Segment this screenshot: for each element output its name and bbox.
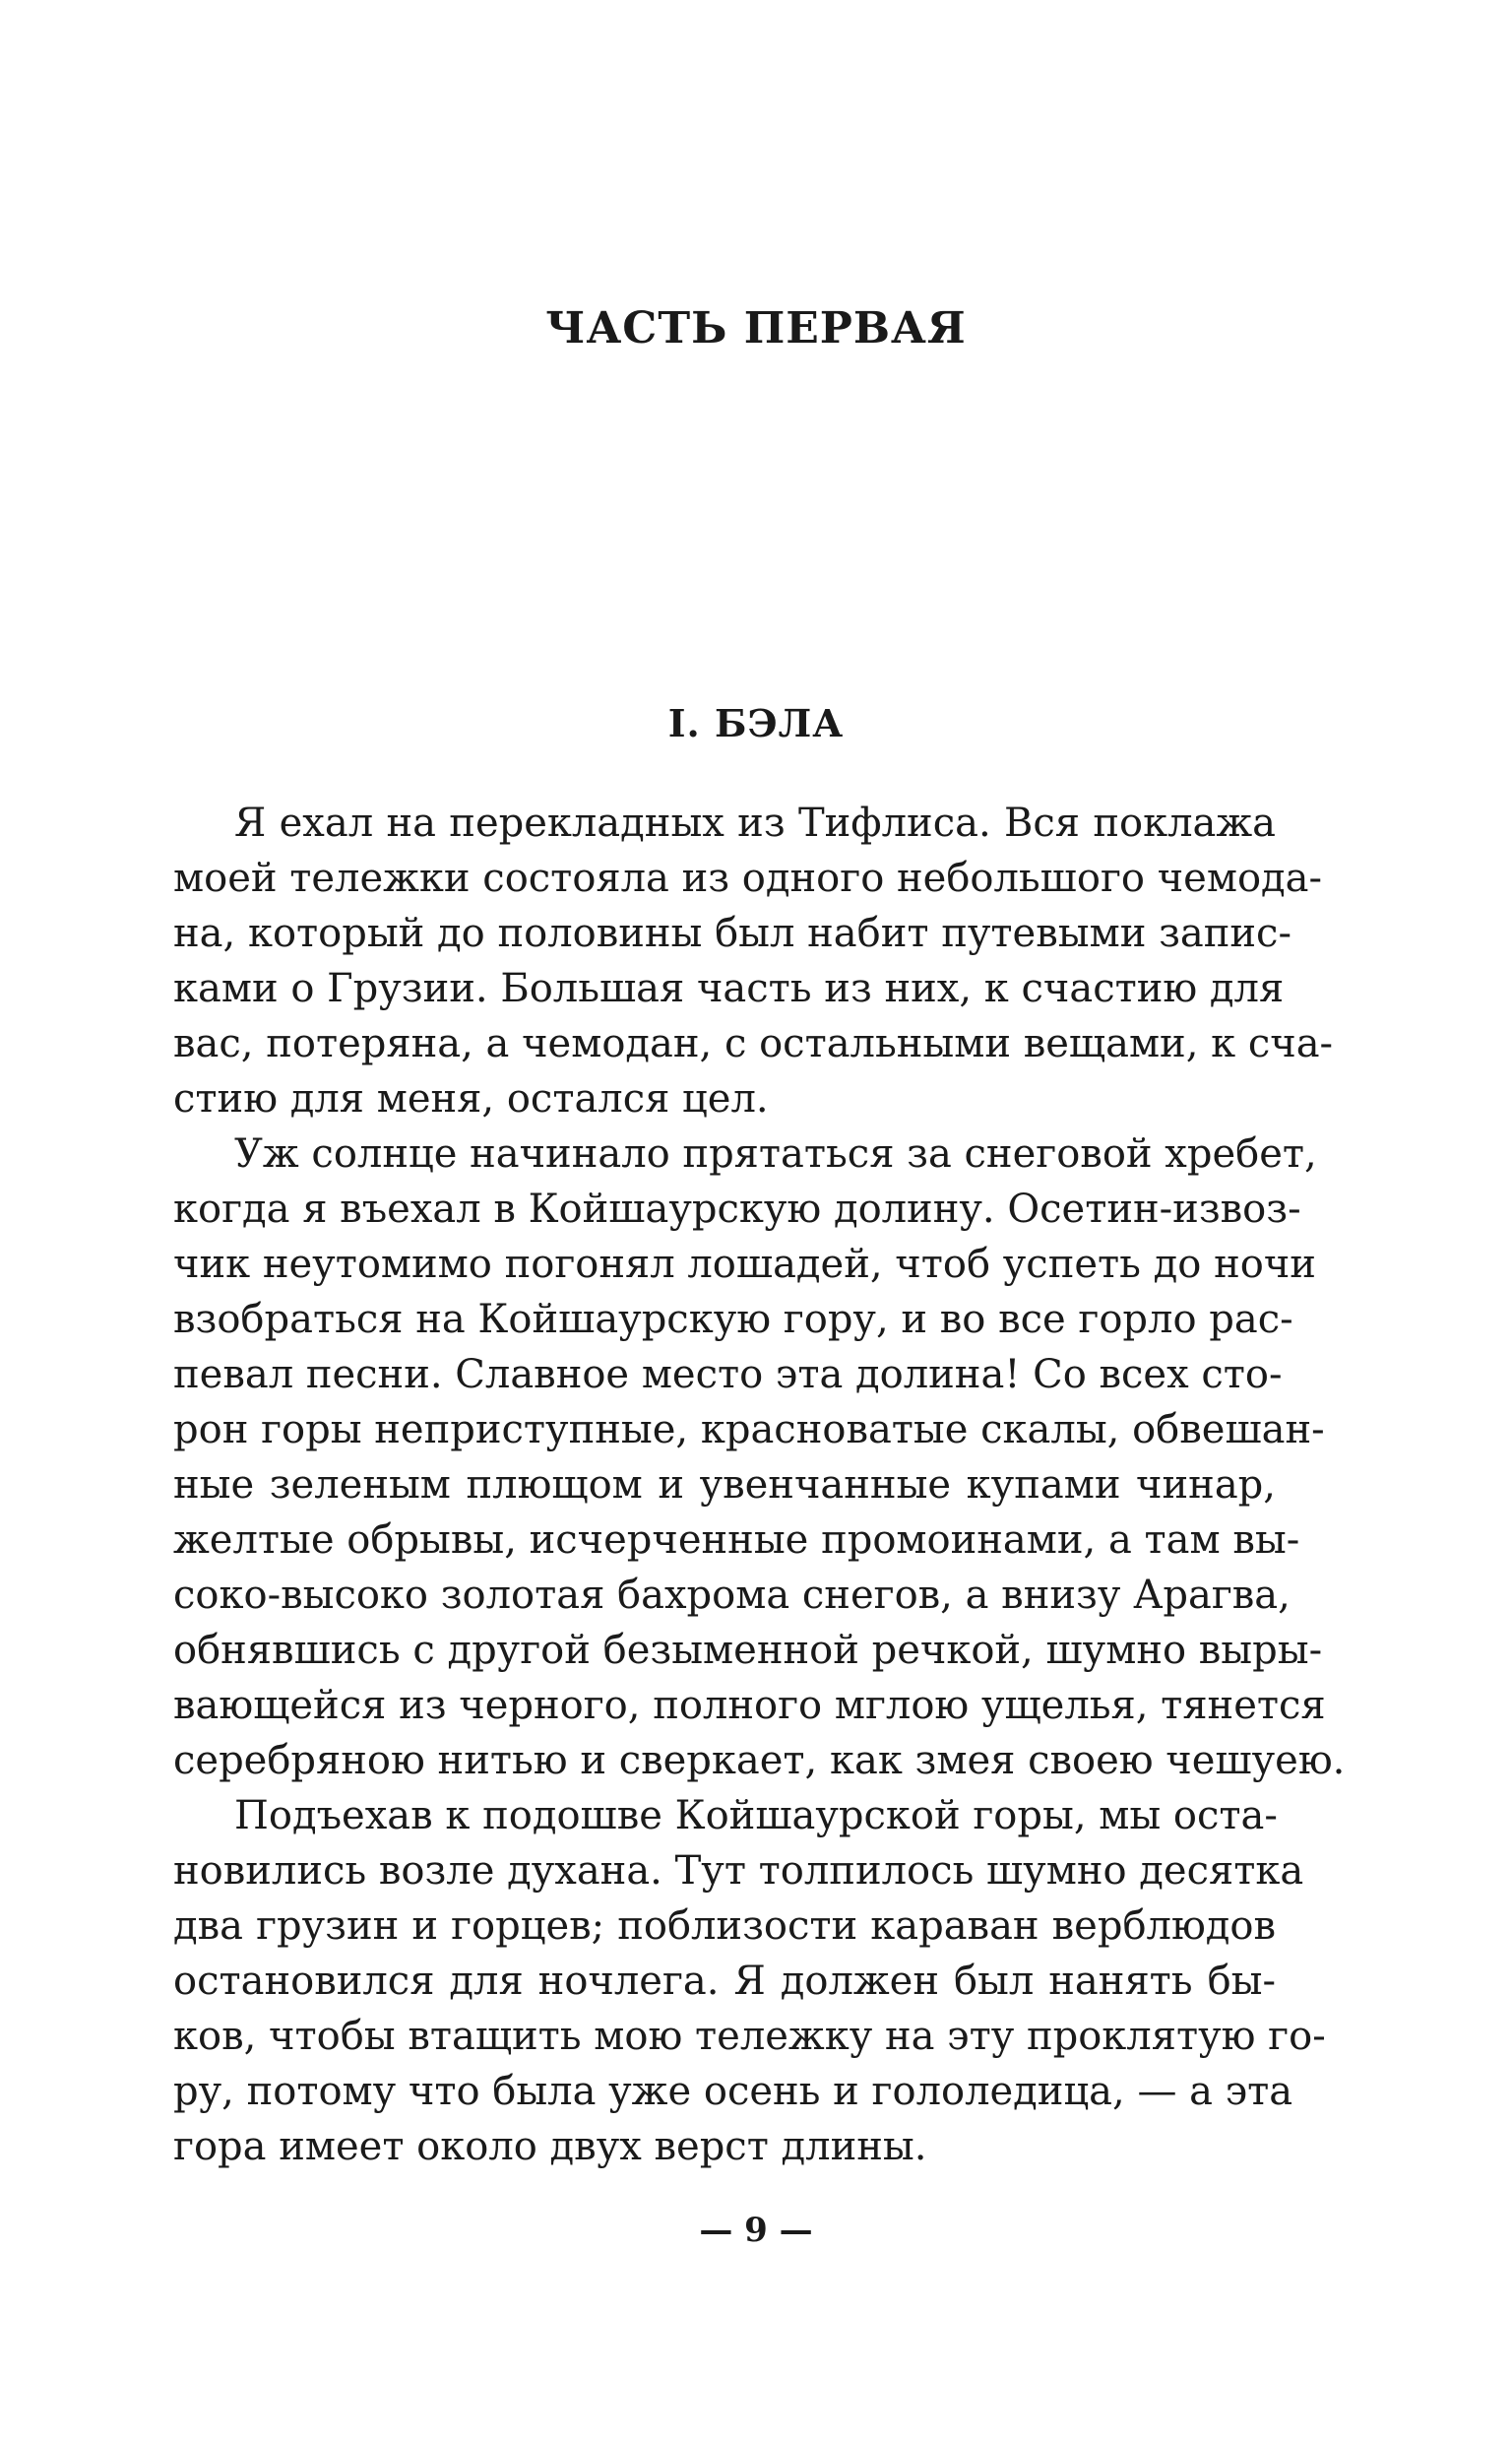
text-line: ные зеленым плющом и увенчанные купами чинар, <box>173 1462 1276 1508</box>
chapter-title: I. БЭЛА <box>667 701 845 745</box>
text-line: два грузин и горцев; поблизости караван верблюдов <box>173 1903 1276 1949</box>
text-line: Уж солнце начинало прятаться за снеговой хребет, <box>234 1131 1317 1177</box>
text-line: вающейся из черного, полного мглою ущелья, тянется <box>173 1683 1326 1728</box>
paragraph-1 <box>173 796 1334 1126</box>
text-line: взобраться на Койшаурскую гору, и во все горло рас- <box>173 1297 1293 1342</box>
page-number: — 9 — <box>699 2211 813 2250</box>
text-line: серебряною нитью и сверкает, как змея своею чешуею. <box>173 1738 1346 1783</box>
paragraph-3 <box>173 1788 1326 2174</box>
text-line: ками о Грузии. Большая часть из них, к счастию для <box>173 966 1285 1011</box>
text-line: моей тележки состояла из одного небольшого чемода- <box>173 856 1323 901</box>
text-line: ков, чтобы втащить мою тележку на эту проклятую го- <box>173 2014 1326 2059</box>
text-line: чик неутомимо погонял лошадей, чтоб успеть до ночи <box>173 1242 1316 1287</box>
text-line: когда я въехал в Койшаурскую долину. Осетин-извоз- <box>173 1187 1301 1232</box>
text-line: стию для меня, остался цел. <box>173 1076 769 1122</box>
text-line: Я ехал на перекладных из Тифлиса. Вся поклажа <box>234 801 1276 846</box>
paragraph-2 <box>173 1126 1346 1788</box>
text-line: желтые обрывы, исчерченные промоинами, а там вы- <box>173 1517 1300 1563</box>
text-line: на, который до половины был набит путевыми запис- <box>173 911 1292 956</box>
text-line: новились возле духана. Тут толпилось шумно десятка <box>173 1848 1304 1894</box>
text-line: обнявшись с другой безыменной речкой, шумно выры- <box>173 1628 1323 1673</box>
text-line: остановился для ночлега. Я должен был нанять бы- <box>173 1959 1276 2004</box>
text-line: Подъехав к подошве Койшаурской горы, мы оста- <box>234 1793 1278 1838</box>
part-title: ЧАСТЬ ПЕРВАЯ <box>545 303 967 354</box>
body-text <box>173 796 1346 2174</box>
text-line: ру, потому что была уже осень и гололедица, — а эта <box>173 2069 1293 2114</box>
text-line: певал песни. Славное место эта долина! Со всех сто- <box>173 1352 1283 1397</box>
text-line: рон горы неприступные, красноватые скалы, обвешан- <box>173 1407 1325 1452</box>
text-line: вас, потеряна, а чемодан, с остальными вещами, к сча- <box>173 1021 1334 1066</box>
text-line: гора имеет около двух верст длины. <box>173 2124 927 2169</box>
text-line: соко-высоко золотая бахрома снегов, а внизу Арагва, <box>173 1573 1291 1618</box>
